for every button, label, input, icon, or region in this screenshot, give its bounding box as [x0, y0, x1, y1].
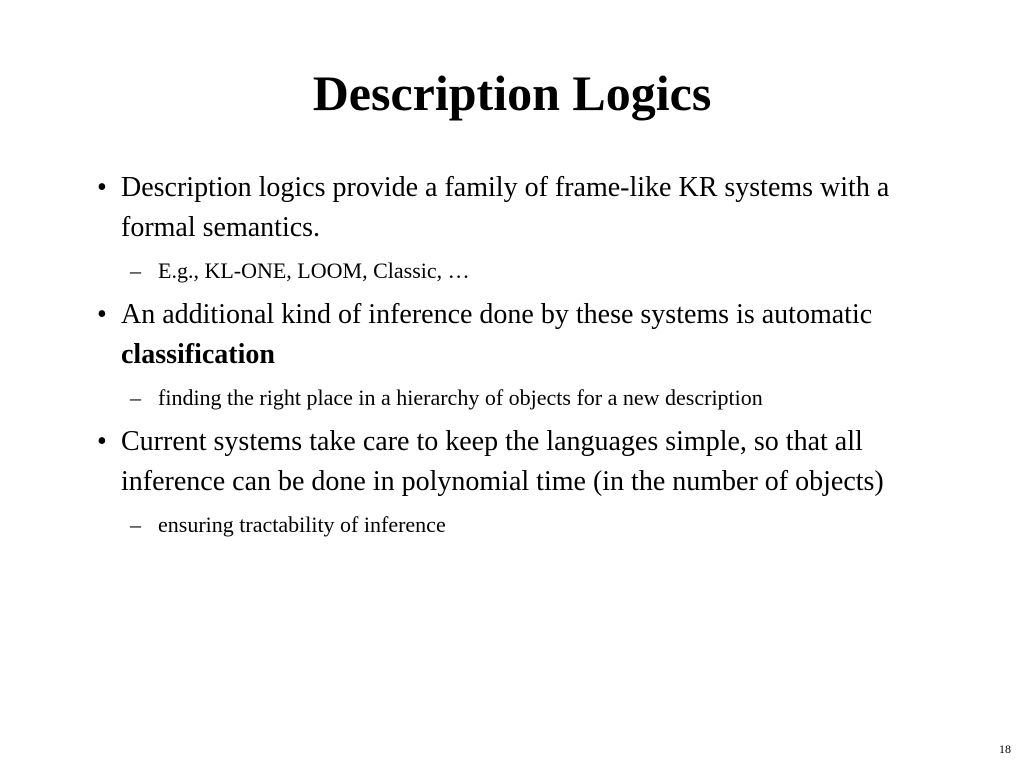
sub-bullet-item — [97, 508, 947, 541]
slide-title: Description Logics — [312, 65, 712, 121]
sub-bullet-text: finding the right place in a hierarchy of objects for a new description — [158, 385, 763, 410]
bullet-text: Description logics provide a family of frame-like KR systems with a formal semantics. — [121, 172, 890, 243]
bullet-item — [97, 422, 947, 502]
sub-bullet-marker: – — [130, 512, 141, 537]
bullet-item — [97, 295, 947, 375]
sub-bullet-text: ensuring tractability of inference — [158, 512, 446, 537]
sub-bullet-marker: – — [130, 258, 141, 283]
bullet-marker: • — [97, 426, 107, 457]
sub-bullet-item — [97, 381, 947, 414]
bullet-marker: • — [97, 299, 107, 330]
sub-bullet-marker: – — [130, 385, 141, 410]
bullet-text: An additional kind of inference done by these systems is automatic — [121, 299, 873, 330]
sub-bullet-item — [97, 254, 947, 287]
bullet-item — [97, 168, 947, 248]
bullet-marker: • — [97, 172, 107, 203]
page-number: 18 — [999, 742, 1011, 756]
bullet-emphasis: classification — [121, 339, 275, 370]
slide-body — [97, 168, 947, 549]
bullet-text: Current systems take care to keep the languages simple, so that all inference can be done in polynomial time (in the number of objects) — [121, 426, 884, 497]
sub-bullet-text: E.g., KL-ONE, LOOM, Classic, … — [158, 258, 470, 283]
